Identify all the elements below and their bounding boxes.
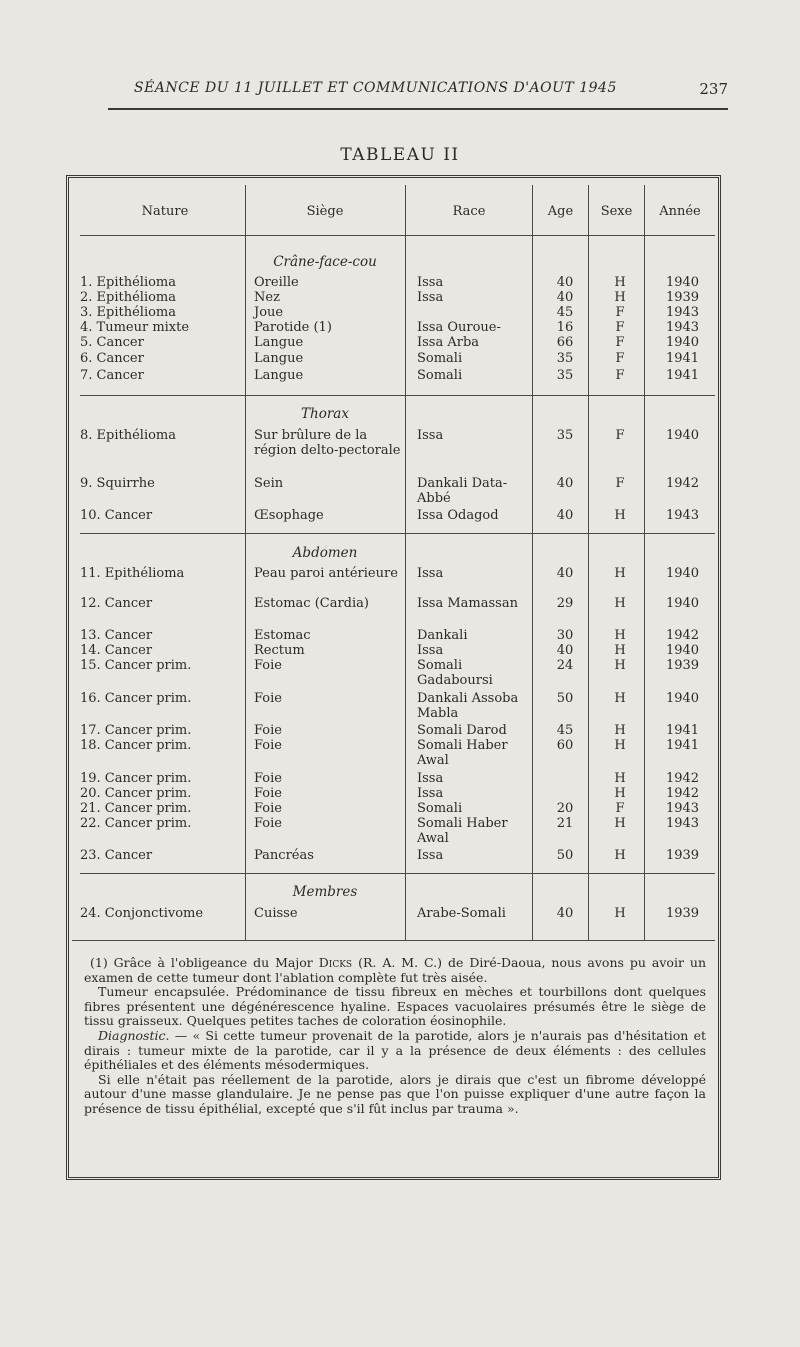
section-thorax: Thorax [301,406,349,422]
cell-sexe: H [614,848,626,863]
cell-sexe: F [615,801,625,816]
cell-nature: 19. Cancer prim. [80,771,192,786]
cell-annee: 1943 [665,816,700,831]
cell-age: 35 [556,428,574,443]
cell-nature: 11. Epithélioma [80,566,185,581]
cell-age: 60 [556,738,574,753]
cell-age: 21 [556,816,574,831]
cell-siege: Rectum [254,643,305,658]
cell-siege: Foie [254,771,282,786]
cell-siege: Nez [254,290,280,305]
cell-nature: 13. Cancer [80,628,153,643]
running-header [108,80,728,114]
cell-siege: Foie [254,816,282,831]
column-header-siege: Siège [306,204,344,219]
cell-nature: 6. Cancer [80,351,144,366]
cell-annee: 1940 [665,596,700,611]
cell-nature: 14. Cancer [80,643,153,658]
cell-race: Somali Haber Awal [417,738,508,768]
cell-annee: 1941 [665,738,700,753]
cell-siege: Foie [254,801,282,816]
cell-annee: 1941 [665,368,700,383]
cell-siege: Estomac [254,628,311,643]
cell-age: 40 [556,476,574,491]
cell-race: Dankali Data-Abbé [417,476,508,506]
cell-race: Issa [417,566,444,581]
cell-annee: 1941 [665,723,700,738]
table-title: TABLEAU II [340,145,460,165]
cell-annee: 1942 [665,628,700,643]
section-rule [80,873,715,874]
cell-age: 40 [556,290,574,305]
cell-sexe: H [614,738,626,753]
cell-race: Dankali Assoba Mabla [417,691,519,721]
cell-siege: Estomac (Cardia) [254,596,369,611]
cell-annee: 1940 [665,691,700,706]
cell-nature: 3. Epithélioma [80,305,177,320]
column-divider [245,185,246,940]
cell-race: Somali Haber Awal [417,816,508,846]
cell-nature: 23. Cancer [80,848,153,863]
cell-sexe: H [614,643,626,658]
cell-sexe: H [614,906,626,921]
cell-annee: 1942 [665,771,700,786]
page-number: 237 [699,80,728,98]
cell-siege: Œsophage [254,508,324,523]
footnote-paragraph [84,956,706,985]
cell-annee: 1939 [665,658,700,673]
cell-nature: 16. Cancer prim. [80,691,192,706]
cell-nature: 12. Cancer [80,596,153,611]
cell-age: 35 [556,351,574,366]
cell-nature: 22. Cancer prim. [80,816,192,831]
cell-age: 50 [556,848,574,863]
cell-sexe: H [614,275,626,290]
cell-age: 40 [556,906,574,921]
section-crane: Crâne-face-cou [273,254,377,270]
cell-age: 40 [556,275,574,290]
cell-annee: 1939 [665,848,700,863]
cell-race: Issa [417,643,444,658]
cell-annee: 1939 [665,906,700,921]
cell-race: Somali [417,351,463,366]
cell-nature: 8. Epithélioma [80,428,177,443]
cell-siege: Peau paroi antérieure [254,566,398,581]
cell-annee: 1943 [665,508,700,523]
footnote-paragraph [84,1029,706,1073]
cell-race: Issa Mamassan [417,596,518,611]
cell-nature: 15. Cancer prim. [80,658,192,673]
footnote-paragraph: Tumeur encapsulée. Prédominance de tissu fibreux en mèches et tourbillons dont quelques fibres présentent une dégénérescence hyaline. Espaces vacuolaires présumés être le siège de tissu graisseux. Quelques petites taches de coloration éosinophile. [84,984,706,1029]
footnote-paragraph: Si elle n'était pas réellement de la parotide, alors je dirais que c'est un fibrome développé autour d'une masse glandulaire. Je ne pense pas que l'on puisse expliquer d'une autre façon la présence de tissu épithélial, excepté que s'il fût inclus par trauma ». [84,1071,706,1116]
cell-nature: 17. Cancer prim. [80,723,192,738]
cell-siege: Pancréas [254,848,314,863]
column-header-race: Race [452,204,486,219]
cell-race: Issa [417,428,444,443]
cell-age: 40 [556,508,574,523]
cell-nature: 9. Squirrhe [80,476,155,491]
cell-sexe: F [615,335,625,350]
cell-nature: 21. Cancer prim. [80,801,192,816]
cell-sexe: F [615,368,625,383]
cell-nature: 20. Cancer prim. [80,786,192,801]
section-abdomen: Abdomen [292,545,358,561]
cell-siege: Langue [254,335,304,350]
column-header-sexe: Sexe [600,204,633,219]
diagnostic-label: Diagnostic. [98,1027,170,1043]
cell-annee: 1940 [665,643,700,658]
column-header-age: Age [547,204,574,219]
running-title: SÉANCE DU 11 JUILLET ET COMMUNICATIONS D'AOUT 1945 [134,80,617,96]
cell-age: 20 [556,801,574,816]
cell-siege: Joue [254,305,284,320]
table-bottom-rule [72,940,715,941]
cell-race: Somali Gadaboursi [417,658,493,688]
cell-nature: 24. Conjonctivome [80,906,204,921]
cell-age: 50 [556,691,574,706]
cell-race: Somali [417,368,463,383]
cell-sexe: F [615,428,625,443]
cell-siege: Cuisse [254,906,298,921]
cell-age: 40 [556,643,574,658]
cell-sexe: F [615,305,625,320]
cell-race: Somali Darod [417,723,507,738]
cell-annee: 1942 [665,786,700,801]
cell-age: 45 [556,305,574,320]
cell-sexe: H [614,658,626,673]
cell-age: 45 [556,723,574,738]
cell-age: 40 [556,566,574,581]
cell-age: 24 [556,658,574,673]
cell-siege: Langue [254,351,304,366]
cell-sexe: H [614,723,626,738]
section-membres: Membres [292,884,358,900]
cell-siege: Foie [254,691,282,706]
footnote [84,956,706,1117]
cell-sexe: H [614,816,626,831]
cell-race: Dankali [417,628,468,643]
cell-sexe: H [614,596,626,611]
cell-siege: Foie [254,658,282,673]
cell-annee: 1943 [665,320,700,335]
cell-nature: 2. Epithélioma [80,290,177,305]
cell-age: 66 [556,335,574,350]
cell-age: 35 [556,368,574,383]
header-rule [108,108,728,110]
column-divider [405,185,406,940]
cell-sexe: H [614,290,626,305]
header-rule-line [80,235,715,236]
cell-sexe: H [614,508,626,523]
cell-nature: 4. Tumeur mixte [80,320,190,335]
cell-age: 29 [556,596,574,611]
cell-annee: 1943 [665,305,700,320]
cell-annee: 1943 [665,801,700,816]
footnote-text: (1) Grâce à l'obligeance du Major [90,955,319,970]
footnote-author-name: Dicks [318,955,353,970]
cell-sexe: H [614,771,626,786]
footnote-text: — « Si cette tumeur provenait de la parotide, alors je n'aurais pas d'hésitation et dirais : tumeur mixte de la parotide, car il y a la présence de deux éléments : des cellules épithéliales et des éléments mésodermiques. [84,1027,706,1073]
column-header-annee: Année [659,204,701,219]
cell-sexe: F [615,351,625,366]
cell-race: Issa Ouroue- [417,320,501,335]
cell-race: Issa [417,848,444,863]
cell-race: Issa Arba [417,335,480,350]
cell-sexe: H [614,566,626,581]
section-rule [80,395,715,396]
cell-sexe: H [614,628,626,643]
cell-siege: Foie [254,738,282,753]
section-rule [80,533,715,534]
cell-sexe: F [615,320,625,335]
cell-race: Issa [417,290,444,305]
cell-siege: Parotide (1) [254,320,332,335]
cell-siege: Sur brûlure de la région delto-pectorale [254,428,401,458]
cell-nature: 10. Cancer [80,508,153,523]
cell-nature: 7. Cancer [80,368,144,383]
cell-nature: 5. Cancer [80,335,144,350]
cell-age: 16 [556,320,574,335]
cell-siege: Foie [254,786,282,801]
cell-race: Somali [417,801,463,816]
cell-race: Issa [417,786,444,801]
cell-race: Issa [417,275,444,290]
cell-nature: 1. Epithélioma [80,275,177,290]
cell-siege: Langue [254,368,304,383]
cell-annee: 1940 [665,275,700,290]
cell-siege: Sein [254,476,284,491]
cell-race: Arabe-Somali [417,906,506,921]
cell-sexe: H [614,691,626,706]
cell-annee: 1940 [665,566,700,581]
cell-sexe: H [614,786,626,801]
cell-siege: Oreille [254,275,299,290]
column-divider [532,185,533,940]
cell-annee: 1942 [665,476,700,491]
cell-siege: Foie [254,723,282,738]
cell-annee: 1940 [665,335,700,350]
cell-annee: 1939 [665,290,700,305]
footnote-text: (R. A. M. C.) de Diré-Daoua, nous avons pu avoir un examen de cette tumeur dont l'ablation complète fut très aisée. [84,955,707,985]
cell-annee: 1940 [665,428,700,443]
cell-sexe: F [615,476,625,491]
cell-annee: 1941 [665,351,700,366]
cell-nature: 18. Cancer prim. [80,738,192,753]
cell-race: Issa Odagod [417,508,499,523]
cell-race: Issa [417,771,444,786]
column-header-nature: Nature [141,204,189,219]
cell-age: 30 [556,628,574,643]
